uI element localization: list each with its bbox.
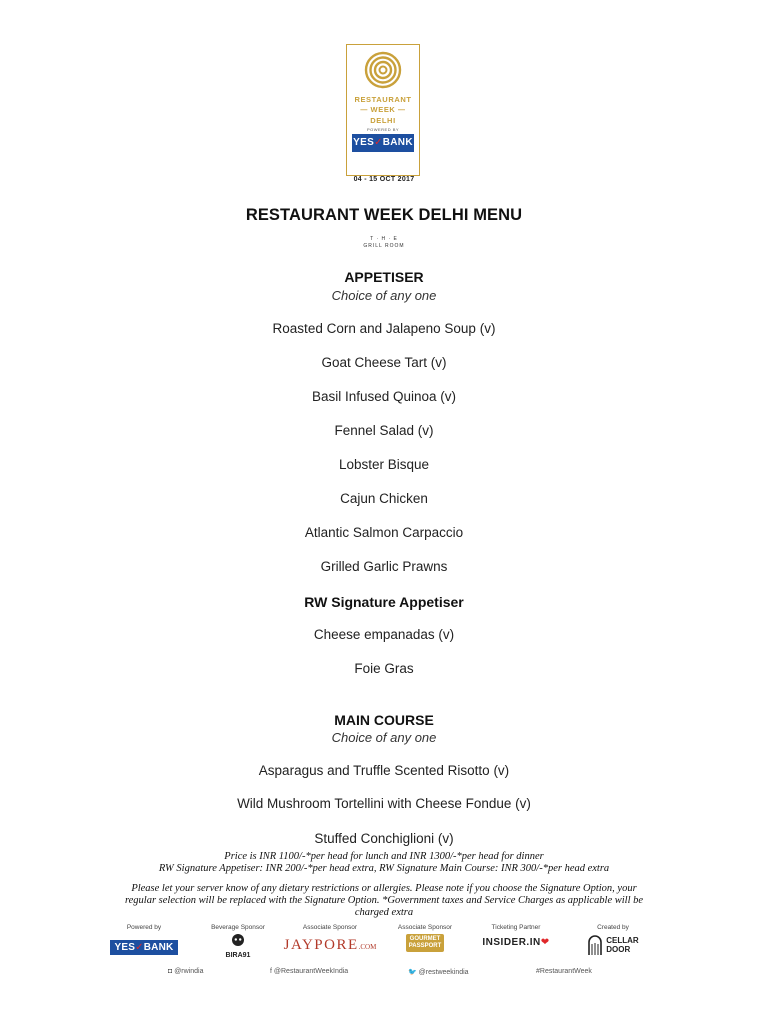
sponsor-strip xyxy=(0,924,768,984)
menu-item: Stuffed Conchiglioni (v) xyxy=(314,831,454,846)
door-arch-icon xyxy=(587,934,603,956)
appetiser-heading: APPETISER xyxy=(344,269,424,285)
note-line-3: charged extra xyxy=(354,907,414,918)
hashtag: #RestaurantWeek xyxy=(536,968,592,975)
menu-item: Grilled Garlic Prawns xyxy=(320,559,448,574)
sponsor-label: Associate Sponsor xyxy=(397,924,453,931)
facebook-icon: f xyxy=(270,968,274,975)
menu-item: Basil Infused Quinoa (v) xyxy=(311,389,457,404)
monkey-icon xyxy=(230,933,246,947)
menu-item: Cajun Chicken xyxy=(340,491,428,506)
signature-appetiser-heading: RW Signature Appetiser xyxy=(304,594,464,610)
menu-item: Asparagus and Truffle Scented Risotto (v) xyxy=(258,763,510,778)
note-line-2: regular selection will be replaced with the Signature Option. *Government taxes and Service Charges as applicable will be xyxy=(124,895,644,906)
price-line-2: RW Signature Appetiser: INR 200/-*per head extra, RW Signature Main Course: INR 300/-*per head extra xyxy=(158,863,610,874)
menu-item: Fennel Salad (v) xyxy=(334,423,434,438)
menu-item: Lobster Bisque xyxy=(338,457,430,472)
menu-item: Goat Cheese Tart (v) xyxy=(321,355,447,370)
sponsor-created-by xyxy=(580,924,646,956)
appetiser-subheading: Choice of any one xyxy=(331,288,437,303)
instagram-icon: ◘ xyxy=(168,968,175,975)
sponsor-associate-1 xyxy=(282,924,378,954)
menu-item: Cheese empanadas (v) xyxy=(313,627,455,642)
facebook-handle: f @RestaurantWeekIndia xyxy=(270,968,349,975)
gourmet-passport-sponsor-logo: GOURMET PASSPORT xyxy=(406,934,445,952)
sponsor-label: Powered by xyxy=(126,924,162,931)
heart-icon: ❤ xyxy=(540,937,550,948)
insider-sponsor-logo: INSIDER.IN❤ xyxy=(482,937,550,948)
menu-item: Wild Mushroom Tortellini with Cheese Fondue (v) xyxy=(237,796,531,811)
yes-bank-sponsor-logo: YES✓BANK xyxy=(110,940,179,955)
main-course-subheading: Choice of any one xyxy=(331,730,437,745)
sponsor-label: Ticketing Partner xyxy=(491,924,541,931)
note-line-1: Please let your server know of any dietary restrictions or allergies. Please note if you choose the Signature Option, your xyxy=(131,883,637,894)
menu-item: Foie Gras xyxy=(354,661,414,676)
sponsor-label: Beverage Sponsor xyxy=(211,924,265,931)
menu-item: Atlantic Salmon Carpaccio xyxy=(304,525,464,540)
logo-powered-by: POWERED BY xyxy=(366,127,400,132)
grill-room-logo-line-2: GRILL ROOM xyxy=(363,243,405,249)
jaypore-sponsor-logo: JAYPORE.COM xyxy=(283,937,377,953)
sponsor-powered-by xyxy=(108,924,180,955)
sponsor-ticketing xyxy=(476,924,556,948)
yes-bank-logo: YES✓BANK xyxy=(352,134,414,152)
cellar-door-sponsor-logo: CELLAR DOOR xyxy=(580,934,646,956)
twitter-icon: 🐦 xyxy=(408,969,419,976)
main-course-heading: MAIN COURSE xyxy=(334,712,434,728)
instagram-handle: ◘ @rwindia xyxy=(168,968,204,975)
sponsor-beverage xyxy=(198,924,278,959)
page-title: RESTAURANT WEEK DELHI MENU xyxy=(245,206,523,224)
logo-line-2: — WEEK — xyxy=(360,105,406,114)
sponsor-label: Associate Sponsor xyxy=(302,924,358,931)
restaurant-week-logo xyxy=(346,44,420,176)
logo-line-3: DELHI xyxy=(370,116,396,125)
menu-item: Roasted Corn and Jalapeno Soup (v) xyxy=(272,321,496,336)
sponsor-associate-2 xyxy=(388,924,462,952)
bira-sponsor-logo: BIRA91 xyxy=(225,952,251,959)
rings-emblem-icon xyxy=(364,51,402,89)
sponsor-label: Created by xyxy=(597,924,629,931)
grill-room-logo xyxy=(360,236,408,250)
twitter-handle: 🐦 @restweekindia xyxy=(408,969,469,976)
logo-line-1: RESTAURANT xyxy=(354,95,412,104)
price-line-1: Price is INR 1100/-*per head for lunch and INR 1300/-*per head for dinner xyxy=(224,851,544,862)
event-dates: 04 - 15 OCT 2017 xyxy=(353,176,415,183)
grill-room-logo-line-1: T · H · E xyxy=(370,236,398,242)
